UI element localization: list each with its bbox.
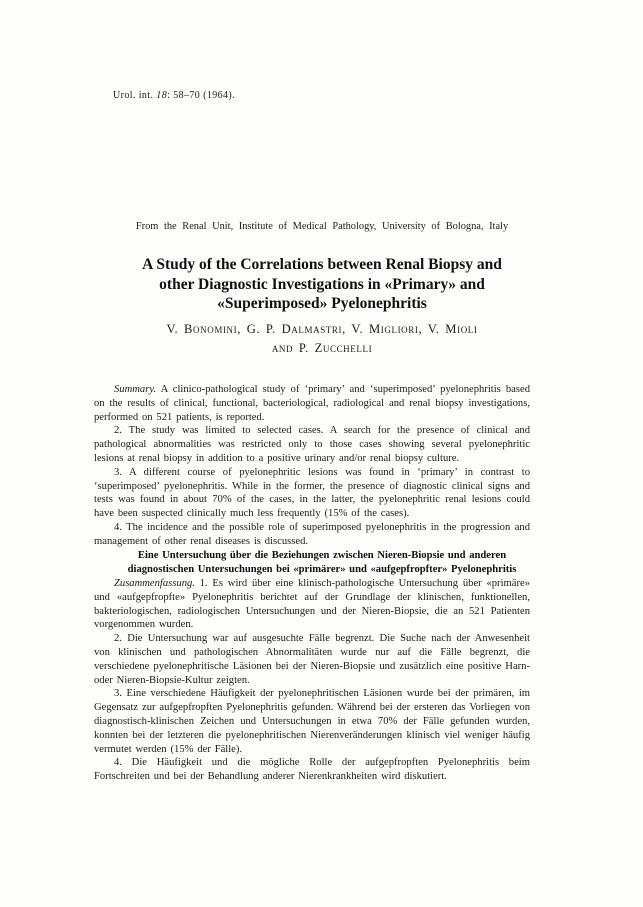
article-title — [72, 255, 572, 314]
authors-line-1: V. Bonomini, G. P. Dalmastri, V. Migliori, V. Mioli — [166, 322, 478, 336]
title-line-2: other Diagnostic Investigations in «Primary» and — [159, 275, 485, 293]
summary-en-paragraph-2: 2. The study was limited to selected cases. A search for the presence of clinical and pathological abnormalities was restricted only to those cases showing several pyelonephritic lesions at renal biopsy in addition to a positive urinary and/or renal biopsy culture. — [94, 425, 530, 464]
affiliation-line: From the Renal Unit, Institute of Medical Pathology, University of Bologna, Italy — [135, 221, 509, 232]
authors — [47, 320, 597, 358]
summary-de-paragraph-3: 3. Eine verschiedene Häufigkeit der pyelonephritischen Läsionen wurde bei der primären, im Gegensatz zur aufgepfropften Pyelonephritis gefunden. Während bei der ersteren das Vorliegen von diagnostisch-klinischen Zeichen und Untersuchungen in etwa 70% der Fälle gefunden wurden, konnten bei der letzteren die pyelonephritischen Nierenveränderungen klinisch viel weniger häufig vermutet werden (15% der Fälle). — [94, 688, 530, 755]
german-heading-line-1: Eine Untersuchung über die Beziehungen zwischen Nieren-Biopsie und anderen — [137, 549, 507, 561]
summary-en-paragraph-1 — [94, 383, 530, 424]
title-line-3: «Superimposed» Pyelonephritis — [217, 295, 427, 312]
journal-pages: : 58–70 (1964). — [167, 90, 236, 101]
german-heading — [94, 549, 530, 577]
summary-de-paragraph-2: 2. Die Untersuchung war auf ausgesuchte Fälle begrenzt. Die Suche nach der Anwesenheit von klinischen und pathologischen Abnormalitäten wurde nur auf die Fälle begrenzt, die verschiedene pyelonephritische Läsionen bei der Nieren-Biopsie und zusätzlich eine positive Harn- oder Nieren-Biopsie-Kultur zeigten. — [94, 633, 530, 686]
summary-de-lead: Zusammenfassung. — [114, 577, 195, 589]
summary-de-paragraph-4: 4. Die Häufigkeit und die mögliche Rolle der aufgepfropften Pyelonephritis beim Fortschreiten und bei der Behandlung anderer Nierenkrankheiten wird diskutiert. — [94, 757, 530, 783]
title-line-1: A Study of the Correlations between Renal Biopsy and — [142, 256, 502, 273]
summary-en-paragraph-3: 3. A different course of pyelonephritic lesions was found in ‘primary’ in contrast to ‘superimposed’ pyelonephritis. While in the former, the presence of diagnostic clinical signs and tests was found in about 70% of the cases, in the latter, the pyelonephritic renal lesions could have been suspected clinically much less frequently (15% of the cases). — [94, 466, 530, 520]
summary-de-paragraph-1 — [94, 577, 530, 632]
authors-line-2: and P. Zucchelli — [271, 341, 373, 355]
summary-de-p1-text: 1. Es wird über eine klinisch-pathologische Untersuchung über «primäre» und «aufgepfropfte» Pyelonephritis berichtet auf der Grundlage der klinischen, funktionellen, bakteriologischen, radiologischen Untersuchungen und der Nieren-Biopsie, die an 521 Patienten vorgenommen wurden. — [94, 577, 530, 631]
journal-volume: 18 — [156, 90, 168, 101]
german-heading-line-2: diagnostischen Untersuchungen bei «primärer» und «aufgepfropfter» Pyelonephritis — [127, 563, 517, 575]
journal-reference — [113, 90, 235, 101]
journal-name: Urol. int. — [113, 90, 157, 101]
summary-en-lead: Summary. — [114, 384, 157, 395]
summary-en-p1-text: A clinico-pathological study of ‘primary’ and ‘superimposed’ pyelonephritis based on the results of clinical, functional, bacteriological, radiological and renal biopsy investigations, performed on 521 patients, is reported. — [94, 384, 530, 423]
summary-en-paragraph-4: 4. The incidence and the possible role of superimposed pyelonephritis in the progression and management of other renal diseases is discussed. — [94, 521, 530, 547]
article-body — [94, 383, 530, 784]
